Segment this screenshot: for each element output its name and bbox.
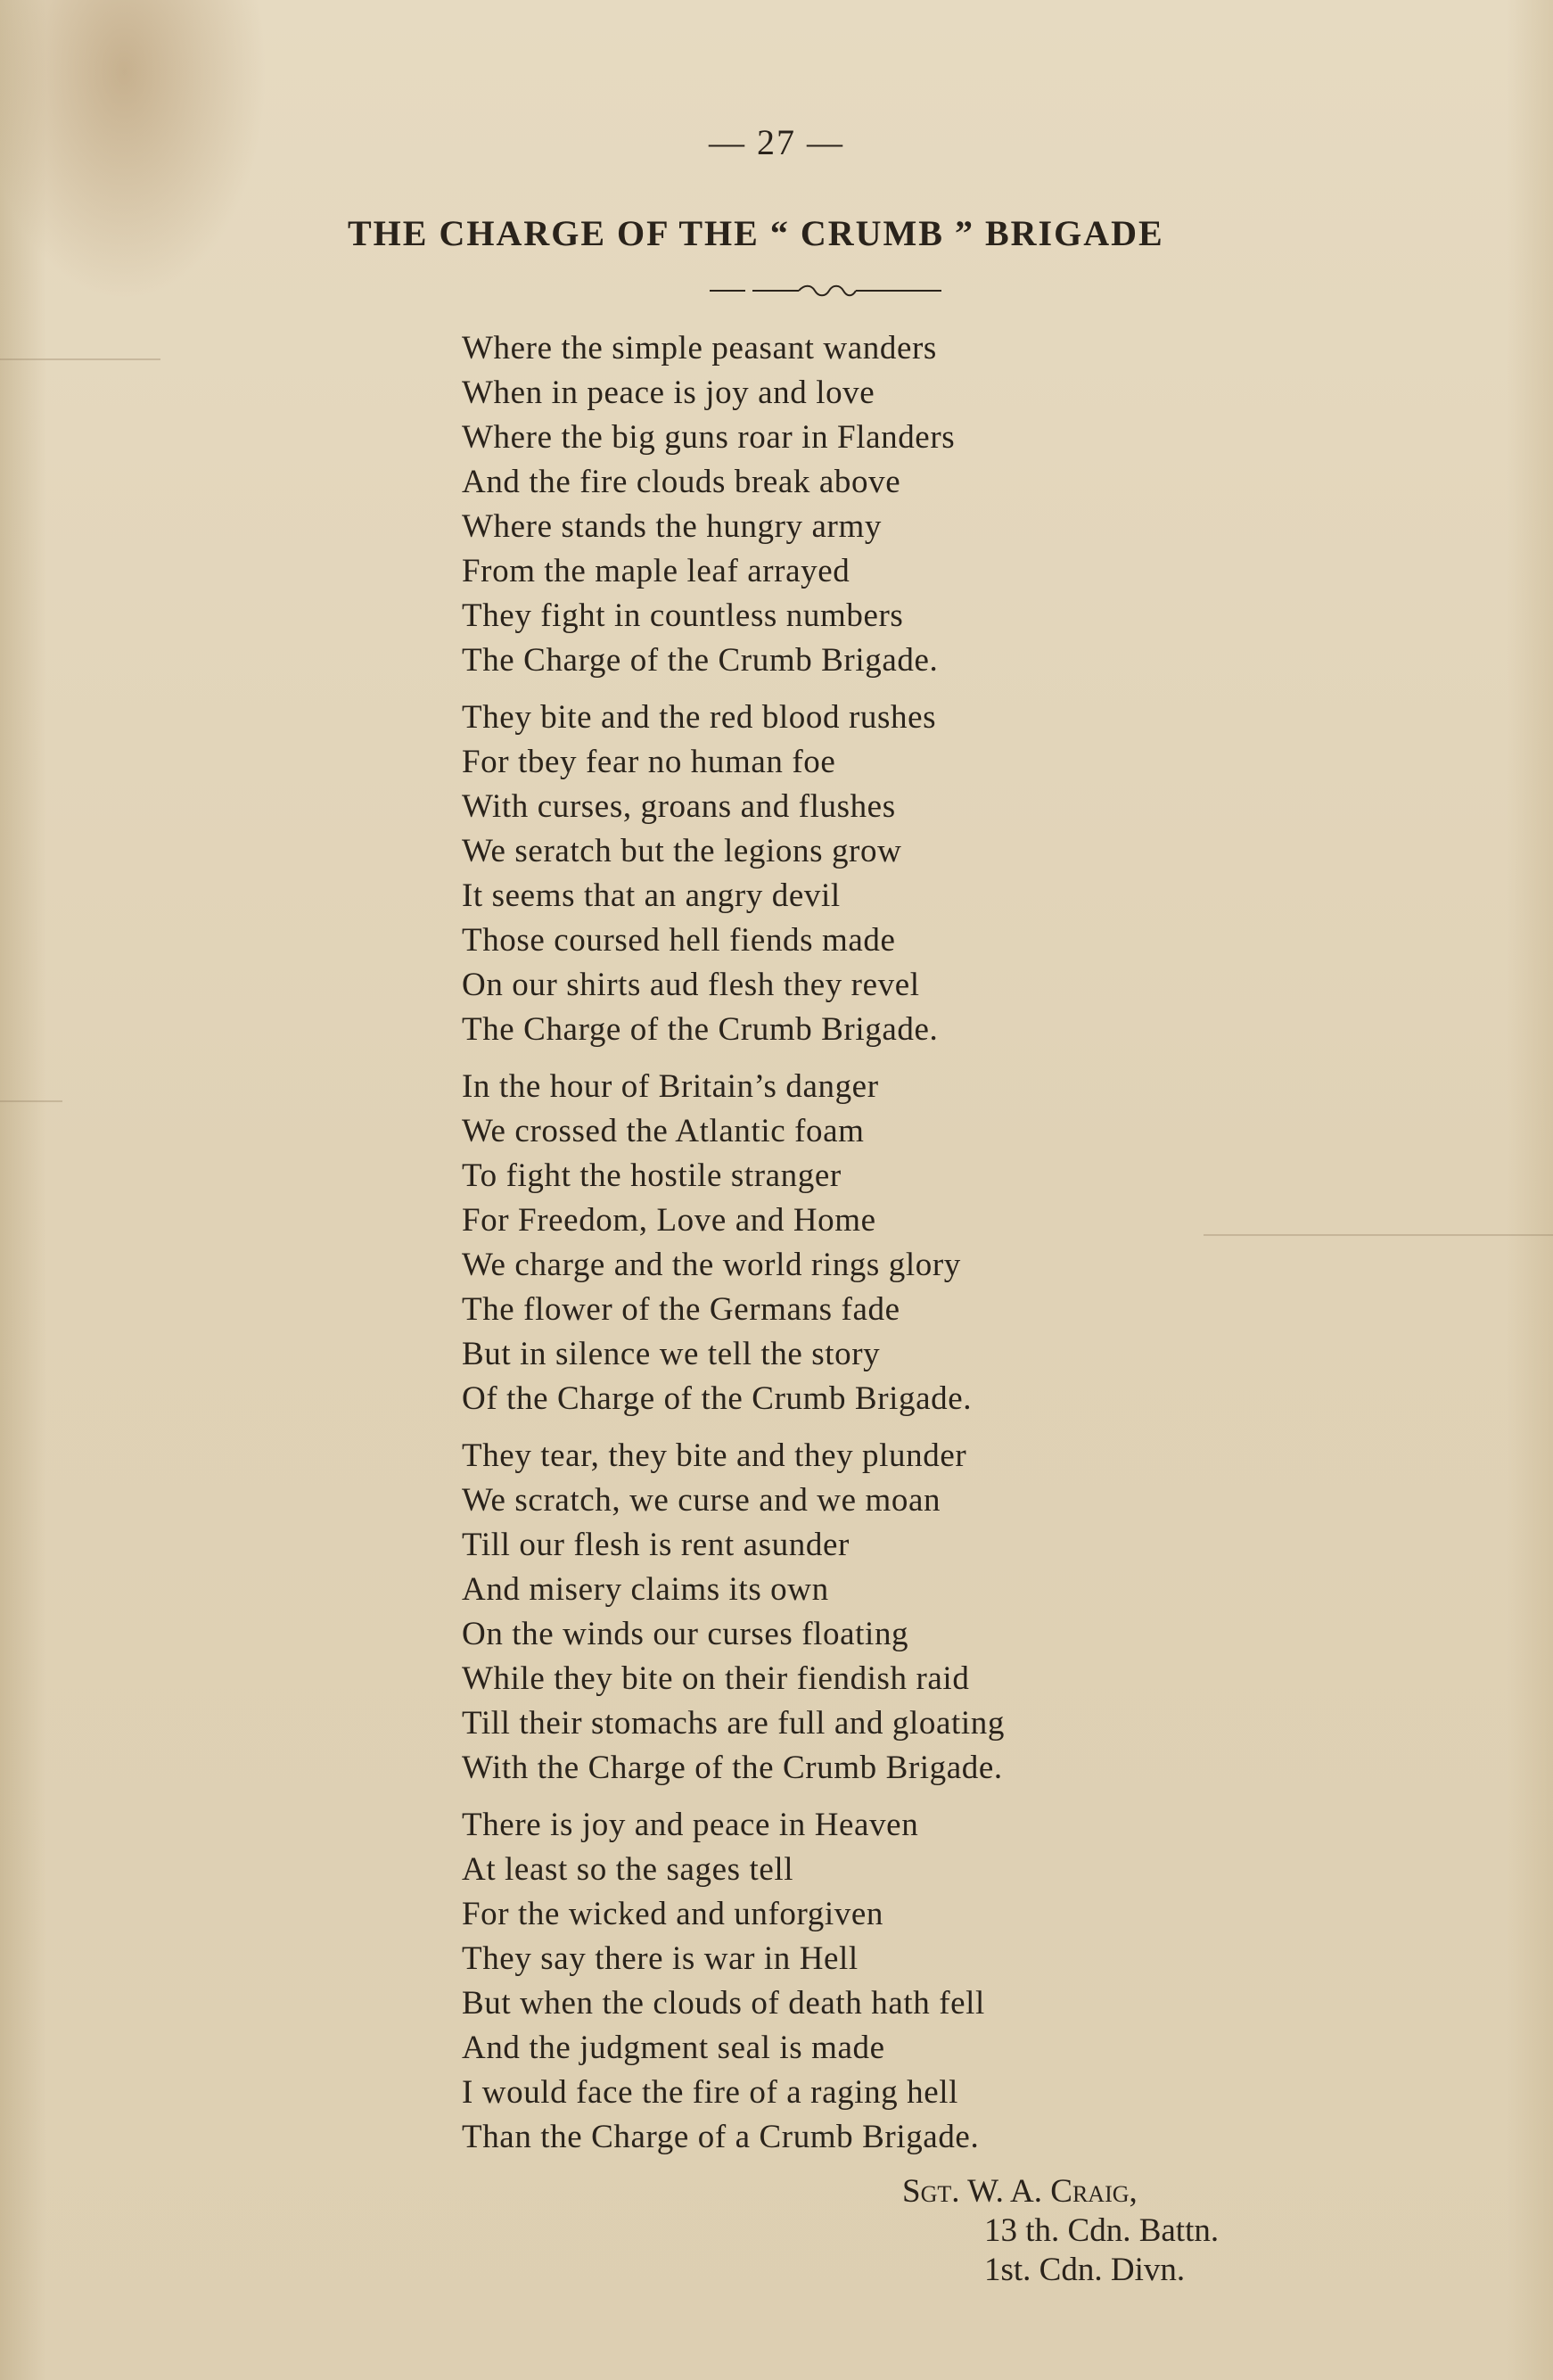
- title-ornament: [710, 282, 941, 300]
- poem-line: The Charge of the Crumb Brigade.: [462, 1011, 939, 1048]
- poem-line: They tear, they bite and they plunder: [462, 1437, 967, 1474]
- poem-line: We charge and the world rings glory: [462, 1247, 961, 1283]
- poem-line: With the Charge of the Crumb Brigade.: [462, 1750, 1003, 1786]
- poem-line: For Freedom, Love and Home: [462, 1202, 876, 1239]
- poem-line: They bite and the red blood rushes: [462, 699, 937, 736]
- poem-line: With curses, groans and flushes: [462, 788, 896, 825]
- poem-line: From the maple leaf arrayed: [462, 553, 850, 589]
- stanza-3: [462, 1065, 1228, 1421]
- poem-line: On our shirts aud flesh they revel: [462, 967, 920, 1003]
- page-number: — 27 —: [709, 122, 844, 162]
- poem-line: But when the clouds of death hath fell: [462, 1985, 985, 2022]
- poem-line: The flower of the Germans fade: [462, 1291, 900, 1328]
- poem-title: THE CHARGE OF THE “ CRUMB ” BRIGADE: [348, 213, 1164, 253]
- stanza-2: [462, 696, 1228, 1052]
- poem-line: We scratch, we curse and we moan: [462, 1482, 941, 1519]
- poem-line: And the judgment seal is made: [462, 2030, 885, 2066]
- poem-line: The Charge of the Crumb Brigade.: [462, 642, 939, 679]
- poem-line: I would face the fire of a raging hell: [462, 2074, 959, 2111]
- poem-line: They say there is war in Hell: [462, 1940, 859, 1977]
- paper-fold-right: [1204, 1234, 1553, 1236]
- poem-line: They fight in countless numbers: [462, 597, 904, 634]
- stanza-5: [462, 1803, 1228, 2160]
- poem-line: Where the big guns roar in Flanders: [462, 419, 956, 456]
- poem-line: Than the Charge of a Crumb Brigade.: [462, 2119, 980, 2155]
- poem-line: Of the Charge of the Crumb Brigade.: [462, 1380, 973, 1417]
- poem-line: But in silence we tell the story: [462, 1336, 881, 1372]
- poem-line: And misery claims its own: [462, 1571, 829, 1608]
- poem-line: We seratch but the legions grow: [462, 833, 902, 869]
- author-battalion: 13 th. Cdn. Battn.: [984, 2212, 1220, 2249]
- poem-line: On the winds our curses floating: [462, 1616, 909, 1652]
- poem-line: When in peace is joy and love: [462, 375, 875, 411]
- poem-line: Where the simple peasant wanders: [462, 330, 937, 366]
- paper-fold-left: [0, 358, 160, 360]
- poem-line: Those coursed hell fiends made: [462, 922, 896, 959]
- poem-line: For the wicked and unforgiven: [462, 1896, 883, 1932]
- stanza-4: [462, 1434, 1228, 1791]
- poem-line: For tbey fear no human foe: [462, 744, 836, 780]
- poem-line: It seems that an angry devil: [462, 877, 841, 914]
- poem-line: There is joy and peace in Heaven: [462, 1807, 919, 1843]
- poem-line: Where stands the hungry army: [462, 508, 882, 545]
- poem-line: And the fire clouds break above: [462, 464, 901, 500]
- poem-line: We crossed the Atlantic foam: [462, 1113, 865, 1149]
- poem-line: Till their stomachs are full and gloating: [462, 1705, 1005, 1742]
- author-signature: [902, 2172, 1219, 2290]
- paper-fold-left-lower: [0, 1100, 62, 1102]
- poem-line: While they bite on their fiendish raid: [462, 1660, 970, 1697]
- poem-body: [462, 326, 1228, 2172]
- poem-line: In the hour of Britain’s danger: [462, 1068, 879, 1105]
- poem-line: Till our flesh is rent asunder: [462, 1527, 850, 1563]
- author-division: 1st. Cdn. Divn.: [984, 2252, 1186, 2288]
- poem-line: To fight the hostile stranger: [462, 1157, 842, 1194]
- author-name: Sgt. W. A. Craig,: [902, 2173, 1138, 2210]
- poem-line: At least so the sages tell: [462, 1851, 794, 1888]
- stanza-1: [462, 326, 1228, 683]
